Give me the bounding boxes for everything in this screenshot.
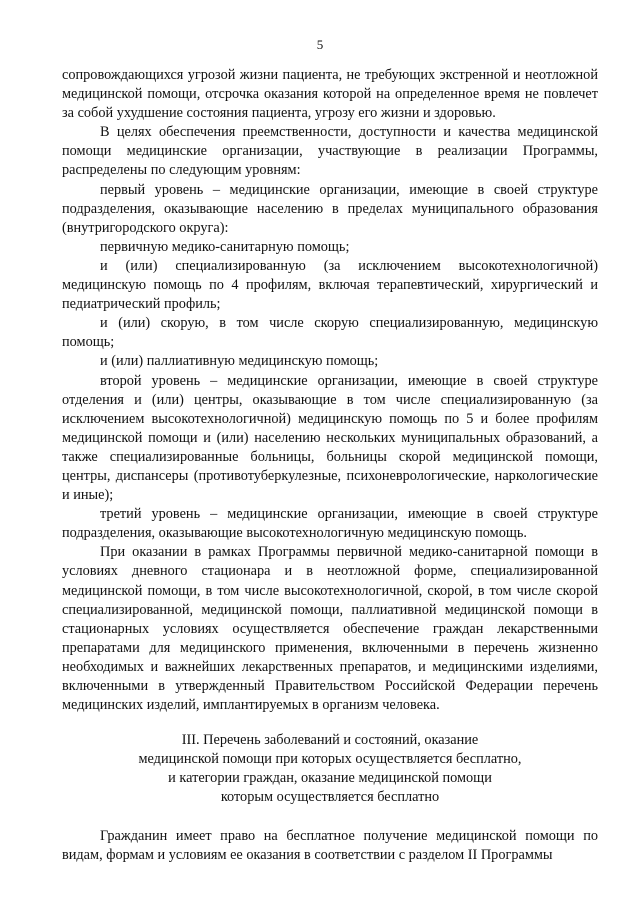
paragraph: При оказании в рамках Программы первичной медико-санитарной помощи в условиях дневного стационара и в неотложной форме, специализированной медицинской помощи, в том числе высокотехнологичной, скорой, в том числе скорой специализированной, медицинской помощи, паллиативной медицинской помощи в стационарных условиях осуществляется обеспечение граждан лекарственными препаратами для медицинского применения, включенными в перечень жизненно необходимых и важнейших лекарственных препаратов, и медицинскими изделиями, включенными в утвержденный Правительством Российской Федерации перечень медицинских изделий, имплантируемых в организм человека. (62, 544, 598, 714)
paragraph: третий уровень – медицинские организации, имеющие в своей структуре подразделения, оказывающие высокотехнологичную медицинскую помощь. (62, 506, 598, 542)
section-heading-line: которым осуществляется бесплатно (220, 789, 440, 806)
paragraph: первый уровень – медицинские организации, имеющие в своей структуре подразделения, оказывающие населению в пределах муниципального образования (внутригородского округа): (62, 181, 598, 236)
section-heading-line: III. Перечень заболеваний и состояний, оказание (181, 732, 479, 749)
paragraph: второй уровень – медицинские организации, имеющие в своей структуре отделения и (или) центры, оказывающие в том числе специализированную (за исключением высокотехнологичной) медицинскую помощь по 5 и более профилям медицинской помощи и (или) населению нескольких муниципальных образований, а также специализированные больницы, больницы скорой медицинской помощи, центры, диспансеры (противотуберкулезные, психоневрологические, наркологические и иные); (62, 372, 598, 504)
page-number: 5 (316, 37, 324, 52)
paragraph: и (или) паллиативную медицинскую помощь; (100, 353, 379, 370)
section-heading-line: и категории граждан, оказание медицинской помощи (168, 770, 492, 787)
document-body (62, 66, 598, 865)
paragraph: Гражданин имеет право на бесплатное получение медицинской помощи по видам, формам и условиям ее оказания в соответствии с разделом II Программы (62, 827, 598, 863)
paragraph: и (или) специализированную (за исключением высокотехнологичной) медицинскую помощь по 4 профилям, включая терапевтический, хирургический и педиатрический профиль; (62, 257, 598, 313)
section-heading (62, 731, 598, 807)
paragraph: сопровождающихся угрозой жизни пациента, не требующих экстренной и неотложной медицинской помощи, отсрочка оказания которой на определенное время не повлечет за собой ухудшение состояния пациента, угрозу его жизни и здоровью. (62, 67, 598, 122)
paragraph: В целях обеспечения преемственности, доступности и качества медицинской помощи медицинские организации, участвующие в реализации Программы, распределены по следующим уровням: (62, 124, 598, 179)
paragraph: и (или) скорую, в том числе скорую специализированную, медицинскую помощь; (62, 315, 598, 351)
paragraph: первичную медико-санитарную помощь; (100, 238, 350, 255)
section-heading-line: медицинской помощи при которых осуществляется бесплатно, (138, 751, 522, 768)
